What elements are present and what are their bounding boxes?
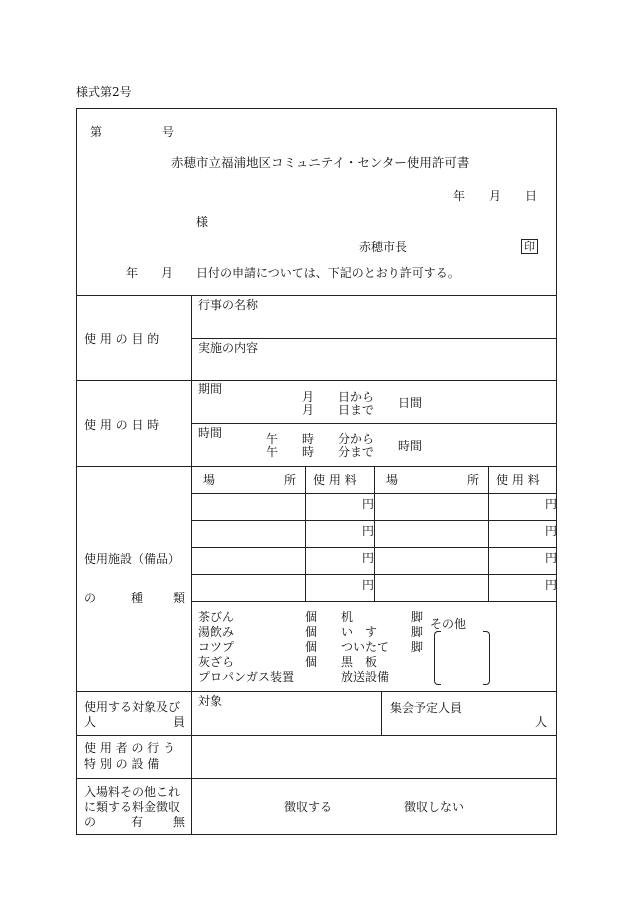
time-ampm-to: 午 xyxy=(266,445,279,459)
equip-name2-3: ついたて xyxy=(341,640,390,654)
time-hour-from: 時 xyxy=(302,432,315,446)
divider-facilities xyxy=(76,691,557,692)
col-place-a-2: 場 xyxy=(386,473,399,487)
equip-name2-5: 放送設備 xyxy=(341,670,390,684)
divider-header xyxy=(76,295,557,296)
approval-text: 日付の申請については、下記のとおり許可する。 xyxy=(196,266,460,280)
time-ampm-from: 午 xyxy=(266,432,279,446)
target-label-person: 人 xyxy=(84,715,97,729)
time-label: 時間 xyxy=(198,426,223,440)
equip-name2-1: 机 xyxy=(341,610,354,624)
col-place-a-1: 場 xyxy=(203,473,216,487)
target-label: 使用する対象及び xyxy=(84,700,181,714)
col-fee-2: 使 用 料 xyxy=(496,473,540,487)
facilities-label: 使用施設（備品） xyxy=(84,552,181,566)
approval-year: 年 xyxy=(126,266,139,280)
admission-label-3b: 有 xyxy=(131,815,144,829)
time-hours-unit: 時間 xyxy=(398,439,423,453)
seal-mark: 印 xyxy=(521,239,538,254)
approval-month: 月 xyxy=(161,266,174,280)
schedule-label: 使 用 の 日 時 xyxy=(84,418,160,432)
yen-r1-c2: 円 xyxy=(545,497,558,511)
time-minute-to: 分まで xyxy=(338,445,375,459)
equip-unit2-1: 脚 xyxy=(411,610,424,624)
yen-r2-c1: 円 xyxy=(362,524,375,538)
period-day-from: 日から xyxy=(338,390,375,404)
form-label: 様式第2号 xyxy=(76,85,132,99)
divider-target xyxy=(76,735,557,736)
divider-schedule xyxy=(76,466,557,467)
issuer: 赤穂市長 xyxy=(359,240,408,254)
equip-name-5: プロパンガス装置 xyxy=(198,670,295,684)
purpose-inner-line xyxy=(191,338,557,339)
period-month-from: 月 xyxy=(302,390,315,404)
content-label: 実施の内容 xyxy=(198,341,259,355)
date-month: 月 xyxy=(489,189,502,203)
equip-unit2-3: 脚 xyxy=(411,640,424,654)
period-label: 期間 xyxy=(198,382,223,396)
period-day-to: 日まで xyxy=(338,403,375,417)
equip-name2-2: い す xyxy=(341,625,378,639)
admission-label-3c: 無 xyxy=(173,815,186,829)
admission-label-3a: の xyxy=(84,815,97,829)
number-prefix: 第 xyxy=(90,125,103,139)
other-bracket-left xyxy=(434,631,441,685)
permit-form xyxy=(76,108,557,835)
date-day: 日 xyxy=(525,189,538,203)
equip-unit2-2: 脚 xyxy=(411,625,424,639)
facilities-label-no: の xyxy=(84,591,97,605)
other-bracket-right xyxy=(483,631,490,685)
col-fee-1: 使 用 料 xyxy=(313,473,357,487)
period-days-unit: 日間 xyxy=(398,396,423,410)
yen-r4-c2: 円 xyxy=(545,578,558,592)
date-year: 年 xyxy=(453,189,466,203)
yen-r3-c2: 円 xyxy=(545,551,558,565)
equip-name-1: 茶びん xyxy=(198,610,235,624)
equip-unit-2: 個 xyxy=(305,625,318,639)
equip-unit-3: 個 xyxy=(305,640,318,654)
other-label: その他 xyxy=(430,617,467,631)
target-field-label: 対象 xyxy=(198,694,223,708)
time-hour-to: 時 xyxy=(302,445,315,459)
attendees-label: 集会予定人員 xyxy=(390,701,463,715)
divider-purpose xyxy=(76,380,557,381)
divider-special xyxy=(76,778,557,779)
collect-option: 徴収する xyxy=(284,800,333,814)
equip-name2-4: 黒 板 xyxy=(341,655,378,669)
equip-name-4: 灰ざら xyxy=(198,655,235,669)
target-label-count: 員 xyxy=(173,715,186,729)
special-label-2: 特 別 の 設 備 xyxy=(84,757,160,771)
yen-r4-c1: 円 xyxy=(362,578,375,592)
equip-unit-1: 個 xyxy=(305,610,318,624)
yen-r2-c2: 円 xyxy=(545,524,558,538)
fac-col-line-1 xyxy=(305,466,306,601)
admission-label-2: に類する料金徴収 xyxy=(84,800,181,814)
fac-col-line-3 xyxy=(488,466,489,601)
label-column-line xyxy=(191,295,192,835)
number-suffix: 号 xyxy=(162,125,175,139)
fac-row-line-5 xyxy=(191,601,557,602)
equip-name-2: 湯飲み xyxy=(198,625,235,639)
fac-col-line-2 xyxy=(374,466,375,601)
person-unit: 人 xyxy=(535,715,548,729)
addressee-suffix: 様 xyxy=(196,215,209,229)
equip-unit-4: 個 xyxy=(305,655,318,669)
no-collect-option: 徴収しない xyxy=(404,800,465,814)
schedule-inner-line xyxy=(191,423,557,424)
col-place-b-1: 所 xyxy=(284,473,297,487)
facilities-label-kind: 類 xyxy=(173,591,186,605)
admission-label-1: 入場料その他これ xyxy=(84,785,181,799)
period-month-to: 月 xyxy=(302,403,315,417)
purpose-label: 使 用 の 目 的 xyxy=(84,332,160,346)
target-col-line xyxy=(381,691,382,735)
facilities-label-type: 種 xyxy=(131,591,144,605)
document-title: 赤穂市立福浦地区コミュニテイ・センター使用許可書 xyxy=(171,155,470,170)
yen-r3-c1: 円 xyxy=(362,551,375,565)
equip-name-3: コツプ xyxy=(198,640,235,654)
yen-r1-c1: 円 xyxy=(362,497,375,511)
time-minute-from: 分から xyxy=(338,432,375,446)
col-place-b-2: 所 xyxy=(467,473,480,487)
event-name-label: 行事の名称 xyxy=(198,298,259,312)
special-label-1: 使 用 者 の 行 う xyxy=(84,741,176,755)
